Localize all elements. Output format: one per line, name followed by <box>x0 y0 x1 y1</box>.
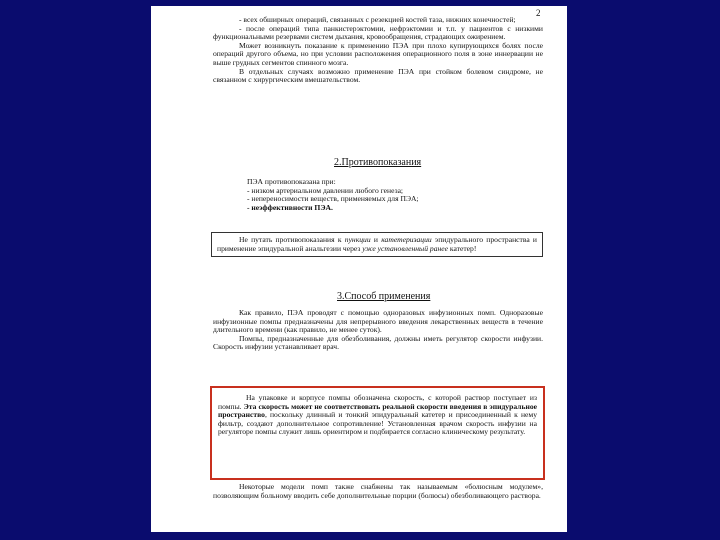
bolus-block <box>213 483 543 500</box>
contraindications-block <box>213 178 543 212</box>
document-page <box>151 6 567 532</box>
section-3-title: 3.Способ применения <box>337 291 431 302</box>
method-paragraph-1: Как правило, ПЭА проводят с помощью одноразовых инфузионных помп. Одноразовые инфузионные помпы предназначены для непрерывного введения лекарственных веществ в течение длительного времени (как правило, не менее суток). <box>213 308 543 335</box>
intro-line-3: Может возникнуть показание к применению ПЭА при плохо купирующихся болях после операций другого объема, но при условии расположения операционного поля в зоне иннервации не выше грудных сегментов спинного мозга. <box>213 40 543 67</box>
highlighted-warning-box <box>210 386 545 480</box>
section-2-title: 2.Противопоказания <box>334 157 422 168</box>
warning-text: На упаковке и корпусе помпы обозначена скорость, с которой раствор поступает из помпы. Эта скорость может не соответствовать реальной скорости введения в эпидуральное пространство, поскольку длинный и тонкий эпидуральный катетер и присоединенный к нему фильтр, создают дополнительное сопротивление! Установленная врачом скорость инфузии на регуляторе помпы служит лишь ориентиром и подбирается согласно клиническому результату. <box>218 393 538 437</box>
method-block <box>213 309 543 352</box>
bolus-paragraph: Некоторые модели помп также снабжены так называемым «болюсным модулем», позволяющим больному вводить себе дополнительные порции (болюсы) обезболивающего раствора. <box>213 482 543 500</box>
contraindication-item: - непереносимости веществ, применяемых для ПЭА; <box>247 194 419 204</box>
page-number: 2 <box>536 8 541 18</box>
contraindication-item: - неэффективности ПЭА. <box>247 202 333 212</box>
contraindications-note-box <box>211 232 543 257</box>
intro-line-1: - всех обширных операций, связанных с резекцией костей таза, нижних конечностей; <box>239 15 516 24</box>
method-paragraph-2: Помпы, предназначенные для обезболивания, должны иметь регулятор скорости инфузии. Скорость инфузии устанавливает врач. <box>213 333 543 352</box>
contraindication-item: - низком артериальном давлении любого генеза; <box>247 185 404 195</box>
intro-block <box>213 16 543 85</box>
contraindications-note: Не путать противопоказания к пункции и катетеризации эпидурального пространства и применение эпидуральной анальгезии через уже установленный ранее катетер! <box>217 235 537 253</box>
contraindications-lead: ПЭА противопоказана при: <box>247 177 336 186</box>
intro-line-2: - после операций типа панкистерэктомии, нефрэктомии и т.п. у пациентов с низкими функциональными резервами систем дыхания, кровообращения, страдающих ожирением. <box>213 23 543 42</box>
intro-line-4: В отдельных случаях возможно применение ПЭА при стойком болевом синдроме, не связанном с хирургическим вмешательством. <box>213 66 543 85</box>
